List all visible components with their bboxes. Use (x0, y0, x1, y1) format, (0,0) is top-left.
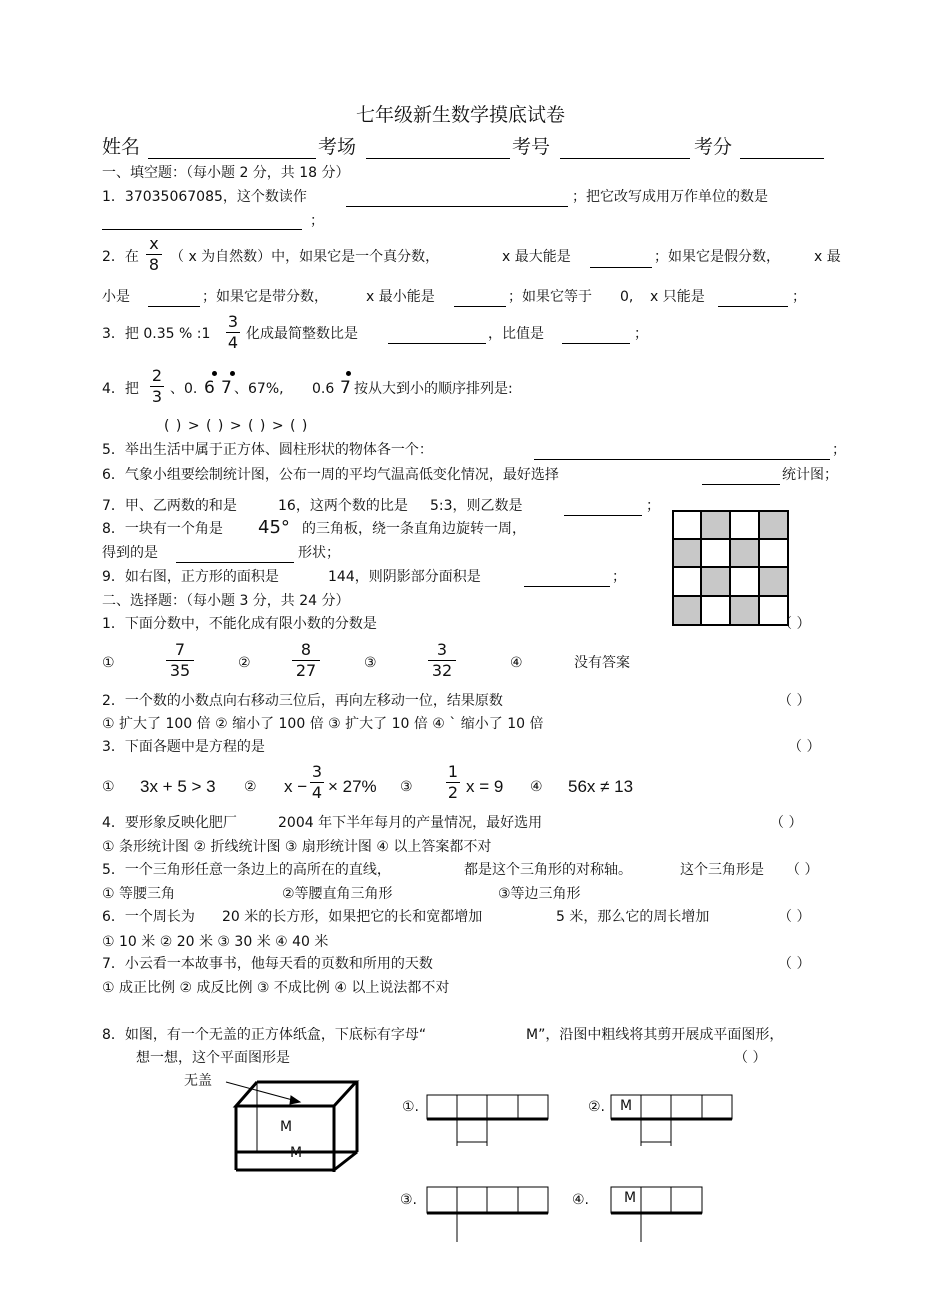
s1-q3-blank2[interactable] (562, 343, 630, 344)
s1-q4-answer-row[interactable]: ( ) > ( ) > ( ) > ( ) (164, 418, 308, 434)
s1-q2-fraction: x 8 (146, 236, 162, 273)
s1-q8-text-e: 形状； (298, 545, 340, 561)
s1-q4-text-b: 、0. (170, 381, 198, 397)
no-lid-label: 无盖 (184, 1073, 212, 1089)
s2-q1-opt2-mark: ② (238, 655, 251, 671)
s1-q9-text-a: 9．如右图，正方形的面积是 (102, 569, 279, 585)
s1-q8-text-a: 8．一块有一个角是 (102, 521, 223, 537)
grid-cell-shaded (730, 539, 759, 567)
s1-q2-text-a: 2．在 (102, 249, 139, 265)
cube-label-m-2: M (290, 1145, 303, 1161)
s1-q4-digit-6: 6 (204, 378, 215, 398)
s1-q2-text-k: x 只能是 (650, 289, 705, 305)
s2-q3-opt1-expr: 3x + 5 > 3 (140, 777, 216, 796)
net-opt3-mark: ③. (400, 1192, 418, 1208)
s2-q5-text-b: 都是这个三角形的对称轴。 (464, 862, 632, 878)
s1-q2-text-c: x 最大能是 (502, 249, 571, 265)
net-opt2-mark: ②. (588, 1099, 606, 1115)
number-label: 考号 (512, 136, 551, 158)
s1-q2-text-e: x 最 (814, 249, 841, 265)
s1-q3-text-c: ，比值是 (488, 326, 544, 342)
s1-q6-text-b: 统计图； (782, 467, 838, 483)
s2-q3-opt2-mark: ② (244, 779, 257, 795)
s1-q7-text-d: ； (646, 498, 660, 514)
s1-q8-angle: 45° (258, 517, 290, 538)
page-title: 七年级新生数学摸底试卷 (356, 104, 566, 126)
net-option-1[interactable] (426, 1094, 552, 1148)
grid-cell-shaded (701, 511, 730, 539)
s2-q1-answer-paren[interactable]: （ ） (778, 616, 811, 632)
s2-q7-answer-paren[interactable]: （ ） (778, 956, 811, 972)
s2-q4-text-b: 2004 年下半年每月的产量情况，最好选用 (278, 815, 543, 831)
s1-q7-text-c: 5:3，则乙数是 (430, 498, 523, 514)
s1-q2-text-h: x 最小能是 (366, 289, 435, 305)
s2-q2-answer-paren[interactable]: （ ） (778, 693, 811, 709)
s2-q2-options: ① 扩大了 100 倍 ② 缩小了 100 倍 ③ 扩大了 10 倍 ④ ` 缩小了 10 倍 (102, 716, 544, 732)
s1-q1-blank2[interactable] (102, 229, 302, 230)
s1-q8-text-c: 的三角板，绕一条直角边旋转一周， (302, 521, 526, 537)
s2-q3-opt2-expr-b: × 27% (328, 777, 377, 796)
s1-q1-blank1[interactable] (346, 206, 568, 207)
s1-q2-text-b: （ x 为自然数）中，如果它是一个真分数， (170, 249, 440, 265)
s2-q3-opt3-fraction: 1 2 (447, 762, 459, 802)
s2-q8-text-b: M”，沿图中粗线将其剪开展成平面图形， (526, 1027, 784, 1043)
shaded-grid-figure (672, 510, 790, 626)
s1-q6-blank[interactable] (702, 484, 780, 485)
repeat-dot-2 (230, 371, 235, 376)
name-field[interactable] (148, 158, 316, 159)
s2-q5-text-c: 这个三角形是 (680, 862, 764, 878)
net-option-3[interactable] (426, 1186, 552, 1242)
s2-q3-opt3-mark: ③ (400, 779, 413, 795)
open-cube-figure (220, 1080, 380, 1180)
s1-q4-text-a: 4．把 (102, 381, 139, 397)
room-label: 考场 (318, 136, 357, 158)
net2-label-m: M (620, 1098, 633, 1114)
s2-q6-options: ① 10 米 ② 20 米 ③ 30 米 ④ 40 米 (102, 934, 329, 950)
s2-q1-text: 1．下面分数中，不能化成有限小数的分数是 (102, 616, 377, 632)
s2-q7-text: 7．小云看一本故事书，他每天看的页数和所用的天数 (102, 956, 433, 972)
s1-q5-text-b: ； (832, 442, 846, 458)
s2-q3-answer-paren[interactable]: （ ） (788, 739, 821, 755)
s1-q2-text-d: ；如果它是假分数， (654, 249, 780, 265)
s1-q8-blank[interactable] (176, 562, 294, 563)
s2-q1-opt3-mark: ③ (364, 655, 377, 671)
s2-q7-options: ① 成正比例 ② 成反比例 ③ 不成比例 ④ 以上说法都不对 (102, 980, 450, 996)
s2-q4-answer-paren[interactable]: （ ） (770, 815, 803, 831)
s1-q4-text-f: 0.6 (312, 381, 335, 397)
s1-q4-digit-7b: 7 (340, 378, 351, 398)
net4-label-m: M (624, 1190, 637, 1206)
pointer-arrow-line (226, 1082, 300, 1102)
s2-q5-opt1: ① 等腰三角 (102, 886, 176, 902)
name-label: 姓名 (102, 136, 141, 158)
score-field[interactable] (740, 158, 824, 159)
s2-q1-opt1-mark: ① (102, 655, 115, 671)
s1-q3-text-d: ； (634, 326, 648, 342)
s1-q4-text-h: 按从大到小的顺序排列是: (354, 381, 513, 397)
s1-q3-text-b: 化成最简整数比是 (246, 326, 358, 342)
s1-q7-blank[interactable] (564, 515, 642, 516)
s1-q2-blank2[interactable] (148, 306, 200, 307)
s2-q5-text-a: 5．一个三角形任意一条边上的高所在的直线， (102, 862, 391, 878)
s1-q7-text-b: 16，这两个数的比是 (278, 498, 408, 514)
s1-q2-text-l: ； (792, 289, 806, 305)
s2-q3-text: 3．下面各题中是方程的是 (102, 739, 265, 755)
s1-q2-text-i: ；如果它等于 (508, 289, 592, 305)
s2-q3-opt2-expr-a: x − (284, 777, 308, 796)
s1-q4-digit-7: 7 (221, 378, 232, 398)
s2-q2-text: 2．一个数的小数点向右移动三位后，再向左移动一位，结果原数 (102, 693, 503, 709)
s2-q1-opt4-mark: ④ (510, 655, 523, 671)
room-field[interactable] (366, 158, 510, 159)
grid-cell-shaded (759, 511, 788, 539)
s1-q9-text-c: ； (612, 569, 626, 585)
net-opt4-mark: ④. (572, 1192, 590, 1208)
net-opt1-mark: ①. (402, 1099, 420, 1115)
s1-q9-text-b: 144，则阴影部分面积是 (328, 569, 481, 585)
grid-cell-shaded (730, 596, 759, 625)
s2-q6-text-a: 6．一个周长为 (102, 909, 195, 925)
s2-q6-answer-paren[interactable]: （ ） (778, 909, 811, 925)
s2-q1-opt3-fraction: 3 32 (428, 642, 456, 679)
s1-q4-text-e: 、67%, (234, 381, 284, 397)
s2-q3-opt3-expr: x = 9 (466, 777, 504, 796)
s1-q2-blank4[interactable] (718, 306, 788, 307)
s1-q2-blank3[interactable] (454, 306, 506, 307)
grid-cell-shaded (759, 567, 788, 596)
s1-q5-text-a: 5．举出生活中属于正方体、圆柱形状的物体各一个： (102, 442, 433, 458)
s1-q2-blank1[interactable] (590, 267, 652, 268)
s1-q4-fraction: 2 3 (151, 366, 163, 406)
s2-q6-text-b: 20 米的长方形，如果把它的长和宽都增加 (222, 909, 483, 925)
grid-cell-shaded (673, 539, 701, 567)
s1-q1-text-c: ； (310, 213, 324, 229)
s1-q9-blank[interactable] (524, 586, 610, 587)
s2-q3-opt4-mark: ④ (530, 779, 543, 795)
s2-q8-text-c: 想一想，这个平面图形是 (136, 1050, 290, 1066)
s2-q1-opt2-fraction: 8 27 (292, 642, 320, 679)
s1-q3-fraction: 3 4 (227, 312, 239, 352)
s1-q2-text-f: 小是 (102, 289, 130, 305)
section1-heading: 一、填空题：（每小题 2 分，共 18 分） (102, 165, 350, 181)
s1-q8-text-d: 得到的是 (102, 545, 158, 561)
s2-q8-text-a: 8．如图，有一个无盖的正方体纸盒，下底标有字母“ (102, 1027, 427, 1043)
s2-q1-opt1-fraction: 7 35 (166, 642, 194, 679)
s2-q6-text-c: 5 米，那么它的周长增加 (556, 909, 710, 925)
s2-q3-opt2-fraction: 3 4 (311, 762, 323, 802)
s1-q1-text-b: ；把它改写成用万作单位的数是 (572, 189, 768, 205)
s1-q3-blank1[interactable] (388, 343, 486, 344)
repeat-dot-3 (346, 371, 351, 376)
s2-q8-answer-paren[interactable]: （ ） (734, 1050, 767, 1066)
s2-q5-answer-paren[interactable]: （ ） (786, 862, 819, 878)
s2-q4-text-a: 4．要形象反映化肥厂 (102, 815, 237, 831)
s1-q2-text-j: 0, (620, 289, 634, 305)
s2-q4-options: ① 条形统计图 ② 折线统计图 ③ 扇形统计图 ④ 以上答案都不对 (102, 839, 492, 855)
arrow-head-icon (290, 1096, 300, 1104)
s1-q1-text: 1．37035067085，这个数读作 (102, 189, 307, 205)
s1-q2-text-g: ；如果它是带分数， (202, 289, 328, 305)
s2-q1-opt4-text: 没有答案 (574, 655, 630, 671)
s2-q3-opt1-mark: ① (102, 779, 115, 795)
grid-cell-shaded (673, 596, 701, 625)
s2-q5-opt3: ③等边三角形 (498, 886, 581, 902)
s1-q6-text-a: 6．气象小组要绘制统计图，公布一周的平均气温高低变化情况，最好选择 (102, 467, 559, 483)
s1-q3-text-a: 3．把 0.35 % :1 (102, 326, 211, 342)
s2-q3-opt4-expr: 56x ≠ 13 (568, 777, 634, 796)
grid-cell-shaded (701, 567, 730, 596)
repeat-dot-1 (212, 371, 217, 376)
score-label: 考分 (694, 136, 733, 158)
section2-heading: 二、选择题：（每小题 3 分，共 24 分） (102, 593, 350, 609)
cube-label-m-1: M (280, 1119, 293, 1135)
number-field[interactable] (560, 158, 690, 159)
s1-q5-blank[interactable] (534, 459, 830, 460)
s1-q7-text-a: 7．甲、乙两数的和是 (102, 498, 237, 514)
s2-q5-opt2: ②等腰直角三角形 (282, 886, 393, 902)
